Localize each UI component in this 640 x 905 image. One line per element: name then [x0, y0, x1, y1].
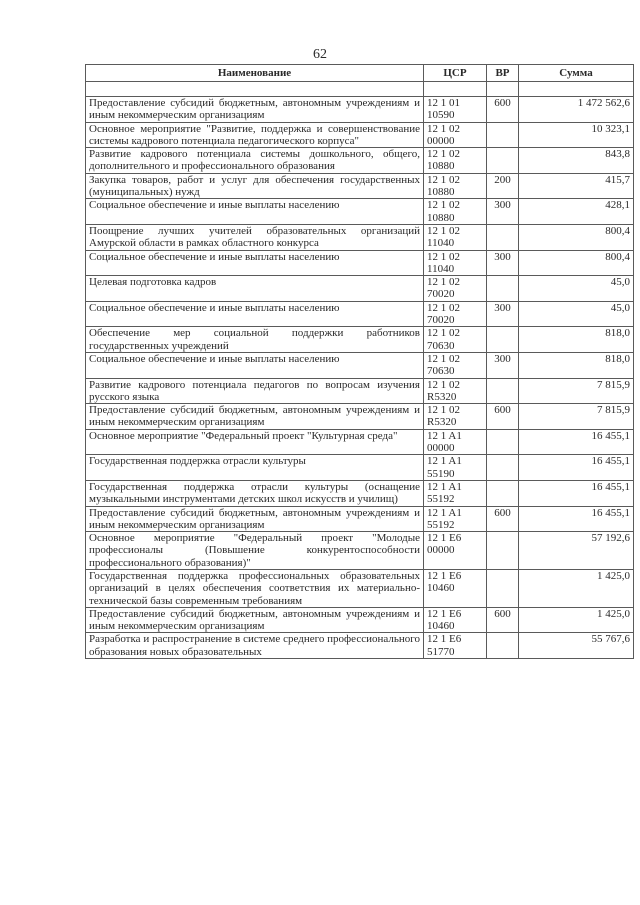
vr-cell: 300 — [487, 250, 519, 276]
vr-cell — [487, 224, 519, 250]
header-vr: ВР — [487, 65, 519, 82]
table-row — [86, 199, 634, 225]
name-cell: Государственная поддержка отрасли культуры (оснащение музыкальными инструментами детских школ искусств и училищ) — [86, 480, 424, 506]
table-row — [86, 480, 634, 506]
table-row — [86, 327, 634, 353]
table-row — [86, 378, 634, 404]
csr-cell: 12 1 E6 10460 — [424, 569, 487, 607]
vr-cell: 200 — [487, 173, 519, 199]
csr-cell: 12 1 02 10880 — [424, 148, 487, 174]
table-row — [86, 429, 634, 455]
vr-cell — [487, 569, 519, 607]
name-cell: Предоставление субсидий бюджетным, автономным учреждениям и иным некоммерческим организациям — [86, 607, 424, 633]
table-row — [86, 532, 634, 570]
csr-cell: 12 1 02 11040 — [424, 224, 487, 250]
table-row — [86, 276, 634, 302]
table-row — [86, 122, 634, 148]
csr-cell: 12 1 02 70630 — [424, 352, 487, 378]
name-cell: Развитие кадрового потенциала системы дошкольного, общего, дополнительного и профессионального образования — [86, 148, 424, 174]
csr-cell: 12 1 A1 55190 — [424, 455, 487, 481]
sum-cell: 415,7 — [519, 173, 634, 199]
csr-cell: 12 1 02 70020 — [424, 276, 487, 302]
name-cell: Обеспечение мер социальной поддержки работников государственных учреждений — [86, 327, 424, 353]
csr-cell: 12 1 02 70630 — [424, 327, 487, 353]
table-row — [86, 607, 634, 633]
csr-cell: 12 1 A1 55192 — [424, 480, 487, 506]
sum-cell: 818,0 — [519, 327, 634, 353]
table-row — [86, 506, 634, 532]
name-cell: Разработка и распространение в системе среднего профессионального образования новых образовательных — [86, 633, 424, 659]
table-row — [86, 97, 634, 123]
vr-cell: 600 — [487, 404, 519, 430]
header-sum: Сумма — [519, 65, 634, 82]
table-row — [86, 569, 634, 607]
name-cell: Основное мероприятие "Развитие, поддержка и совершенствование системы кадрового потенциала педагогического корпуса" — [86, 122, 424, 148]
table-row — [86, 301, 634, 327]
vr-cell — [487, 378, 519, 404]
table-header-row — [86, 65, 634, 82]
vr-cell — [487, 122, 519, 148]
budget-table — [85, 64, 634, 659]
name-cell: Целевая подготовка кадров — [86, 276, 424, 302]
vr-cell — [487, 327, 519, 353]
vr-cell — [487, 532, 519, 570]
name-cell: Предоставление субсидий бюджетным, автономным учреждениям и иным некоммерческим организациям — [86, 506, 424, 532]
table-row — [86, 352, 634, 378]
header-name: Наименование — [86, 65, 424, 82]
table-row — [86, 633, 634, 659]
csr-cell: 12 1 02 00000 — [424, 122, 487, 148]
table-row — [86, 404, 634, 430]
csr-cell: 12 1 01 10590 — [424, 97, 487, 123]
csr-cell: 12 1 02 10880 — [424, 173, 487, 199]
sum-cell: 45,0 — [519, 276, 634, 302]
sum-cell: 843,8 — [519, 148, 634, 174]
csr-cell: 12 1 02 R5320 — [424, 404, 487, 430]
vr-cell: 300 — [487, 301, 519, 327]
table-row — [86, 148, 634, 174]
sum-cell: 1 472 562,6 — [519, 97, 634, 123]
csr-cell: 12 1 02 R5320 — [424, 378, 487, 404]
vr-cell: 600 — [487, 97, 519, 123]
csr-cell: 12 1 E6 00000 — [424, 532, 487, 570]
header-csr: ЦСР — [424, 65, 487, 82]
sum-cell: 1 425,0 — [519, 607, 634, 633]
vr-cell: 300 — [487, 352, 519, 378]
table-row — [86, 173, 634, 199]
vr-cell — [487, 276, 519, 302]
sum-cell: 1 425,0 — [519, 569, 634, 607]
sum-cell: 10 323,1 — [519, 122, 634, 148]
table-row — [86, 250, 634, 276]
csr-cell: 12 1 A1 55192 — [424, 506, 487, 532]
page-number: 62 — [313, 47, 327, 62]
sum-cell: 16 455,1 — [519, 429, 634, 455]
csr-cell: 12 1 E6 10460 — [424, 607, 487, 633]
name-cell: Поощрение лучших учителей образовательных организаций Амурской области в рамках областного конкурса — [86, 224, 424, 250]
table-row — [86, 455, 634, 481]
sum-cell: 16 455,1 — [519, 455, 634, 481]
sum-cell: 428,1 — [519, 199, 634, 225]
name-cell: Социальное обеспечение и иные выплаты населению — [86, 250, 424, 276]
csr-cell: 12 1 02 70020 — [424, 301, 487, 327]
name-cell: Социальное обеспечение и иные выплаты населению — [86, 301, 424, 327]
sum-cell: 818,0 — [519, 352, 634, 378]
sum-cell: 800,4 — [519, 250, 634, 276]
table-row — [86, 224, 634, 250]
vr-cell: 300 — [487, 199, 519, 225]
name-cell: Развитие кадрового потенциала педагогов по вопросам изучения русского языка — [86, 378, 424, 404]
header-spacer-row — [86, 82, 634, 97]
vr-cell — [487, 429, 519, 455]
name-cell: Предоставление субсидий бюджетным, автономным учреждениям и иным некоммерческим организациям — [86, 404, 424, 430]
name-cell: Основное мероприятие "Федеральный проект "Культурная среда" — [86, 429, 424, 455]
sum-cell: 7 815,9 — [519, 404, 634, 430]
sum-cell: 55 767,6 — [519, 633, 634, 659]
csr-cell: 12 1 02 10880 — [424, 199, 487, 225]
sum-cell: 16 455,1 — [519, 480, 634, 506]
name-cell: Социальное обеспечение и иные выплаты населению — [86, 199, 424, 225]
name-cell: Государственная поддержка профессиональных образовательных организаций в целях обеспечения соответствия их материально-технической базы современным требованиям — [86, 569, 424, 607]
vr-cell: 600 — [487, 607, 519, 633]
csr-cell: 12 1 A1 00000 — [424, 429, 487, 455]
sum-cell: 7 815,9 — [519, 378, 634, 404]
vr-cell — [487, 480, 519, 506]
vr-cell — [487, 148, 519, 174]
vr-cell — [487, 455, 519, 481]
sum-cell: 16 455,1 — [519, 506, 634, 532]
sum-cell: 800,4 — [519, 224, 634, 250]
name-cell: Основное мероприятие "Федеральный проект "Молодые профессионалы (Повышение конкурентоспособности профессионального образования)" — [86, 532, 424, 570]
csr-cell: 12 1 02 11040 — [424, 250, 487, 276]
vr-cell — [487, 633, 519, 659]
name-cell: Предоставление субсидий бюджетным, автономным учреждениям и иным некоммерческим организациям — [86, 97, 424, 123]
sum-cell: 45,0 — [519, 301, 634, 327]
csr-cell: 12 1 E6 51770 — [424, 633, 487, 659]
vr-cell: 600 — [487, 506, 519, 532]
sum-cell: 57 192,6 — [519, 532, 634, 570]
name-cell: Социальное обеспечение и иные выплаты населению — [86, 352, 424, 378]
name-cell: Государственная поддержка отрасли культуры — [86, 455, 424, 481]
name-cell: Закупка товаров, работ и услуг для обеспечения государственных (муниципальных) нужд — [86, 173, 424, 199]
